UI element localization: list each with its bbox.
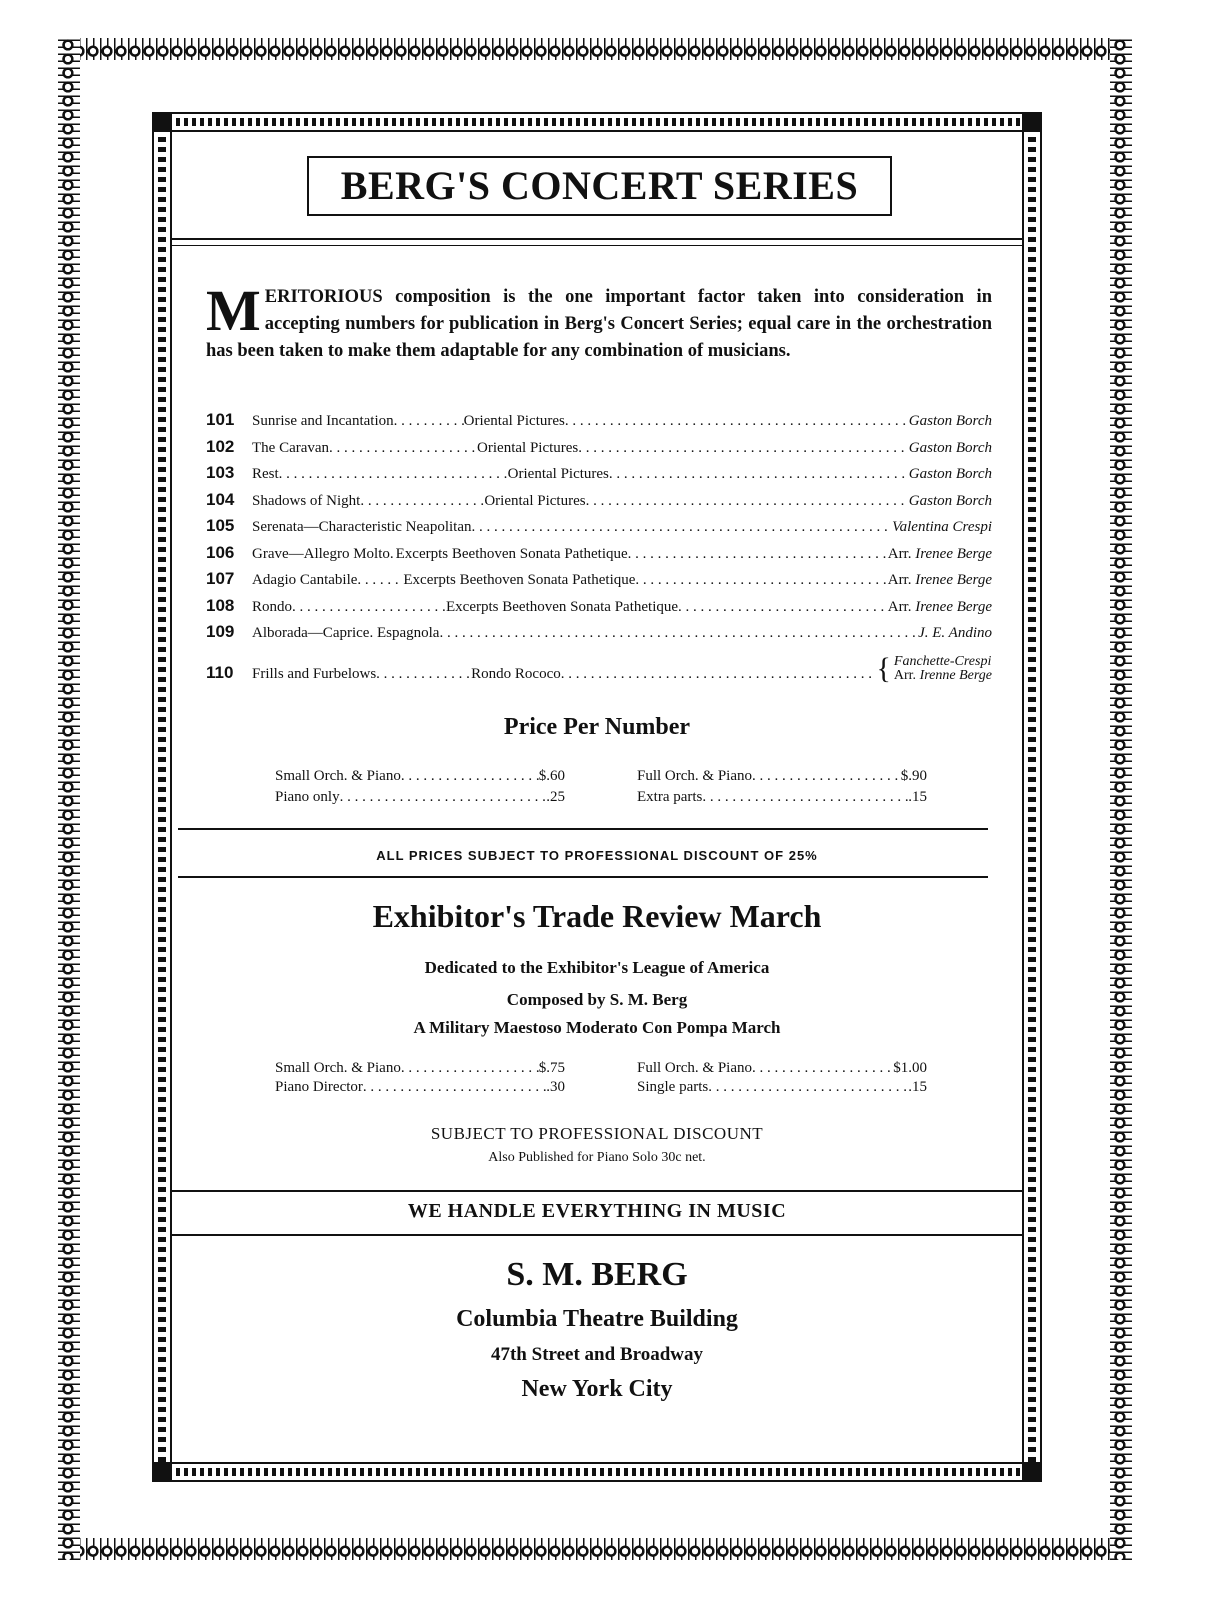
publisher-name: S. M. BERG bbox=[506, 1256, 688, 1293]
leader-dots bbox=[752, 1060, 893, 1077]
catalog-credit: J. E. Andino bbox=[918, 625, 992, 641]
price-value: $1.00 bbox=[893, 1060, 927, 1076]
price-table bbox=[275, 768, 927, 806]
catalog-credit: Gaston Borch bbox=[908, 439, 992, 456]
price-label: Extra parts bbox=[637, 789, 703, 805]
frame-corner bbox=[1022, 1462, 1042, 1482]
leader-dots bbox=[376, 666, 471, 683]
catalog-row bbox=[206, 410, 992, 437]
price-value: .25 bbox=[546, 789, 565, 805]
divider bbox=[172, 1234, 1022, 1236]
frame-corner bbox=[152, 1462, 172, 1482]
leader-dots bbox=[363, 1079, 546, 1096]
catalog-number: 107 bbox=[206, 569, 235, 588]
catalog-number: 104 bbox=[206, 489, 235, 509]
march-discount: SUBJECT TO PROFESSIONAL DISCOUNT bbox=[430, 1124, 764, 1143]
catalog-title: Rondo bbox=[252, 598, 293, 615]
price-label: Piano only bbox=[275, 789, 340, 805]
publisher-city: New York City bbox=[521, 1376, 673, 1402]
ornamental-border-bottom bbox=[58, 1538, 1132, 1560]
leader-dots bbox=[329, 440, 477, 457]
title-box bbox=[307, 156, 892, 216]
leader-dots bbox=[752, 768, 901, 785]
catalog-number: 110 bbox=[206, 662, 234, 682]
catalog-title: Sunrise and Incantation bbox=[252, 413, 394, 429]
catalog-number: 102 bbox=[206, 436, 235, 456]
catalog-credit: Gaston Borch bbox=[908, 413, 992, 429]
catalog-credit: Gaston Borch bbox=[908, 492, 992, 509]
leader-dots bbox=[360, 493, 484, 510]
catalog-collection: Oriental Pictures bbox=[463, 413, 565, 429]
divider bbox=[172, 1190, 1022, 1192]
drop-cap: M bbox=[206, 278, 261, 343]
double-rule bbox=[172, 238, 1022, 246]
catalog-title: Serenata—Characteristic Neapolitan bbox=[252, 519, 472, 535]
catalog-credit: Gaston Borch bbox=[908, 466, 992, 482]
catalog-number: 109 bbox=[206, 622, 235, 641]
catalog-credit: Valentina Crespi bbox=[892, 519, 992, 535]
leader-dots bbox=[292, 599, 446, 616]
catalog-credit: Irenee Berge bbox=[915, 545, 992, 562]
catalog-number: 106 bbox=[206, 542, 235, 562]
page-title: BERG'S CONCERT SERIES bbox=[340, 163, 859, 208]
price-row bbox=[275, 1060, 565, 1077]
catalog-title: The Caravan bbox=[252, 439, 330, 456]
leader-dots bbox=[565, 413, 909, 430]
catalog-collection: Excerpts Beethoven Sonata Pathetique bbox=[446, 598, 679, 615]
intro-text: ERITORIOUS composition is the one important factor taken into consideration in accepting numbers for publication in Berg's Concert Series; equal care in the orchestration has been taken to make them adaptable for any combination of musicians. bbox=[206, 287, 992, 361]
catalog-row bbox=[206, 463, 992, 490]
price-value: $.90 bbox=[900, 768, 927, 784]
catalog-row bbox=[206, 516, 992, 543]
price-value: .15 bbox=[908, 1079, 927, 1095]
leader-dots bbox=[357, 572, 403, 589]
catalog-credit: Irenee Berge bbox=[915, 572, 992, 588]
divider bbox=[178, 828, 988, 830]
intro-paragraph bbox=[206, 278, 992, 365]
publisher-building: Columbia Theatre Building bbox=[456, 1306, 738, 1332]
price-label: Full Orch. & Piano bbox=[637, 1060, 752, 1076]
leader-dots bbox=[401, 768, 539, 785]
price-value: .15 bbox=[908, 789, 927, 805]
credit-group bbox=[876, 651, 992, 683]
catalog-credit: Fanchette-Crespi bbox=[893, 653, 992, 669]
catalog-row bbox=[206, 437, 992, 464]
catalog-row bbox=[206, 649, 992, 683]
price-row bbox=[275, 1079, 565, 1096]
ornamental-border-top bbox=[58, 38, 1132, 60]
catalog-row bbox=[206, 569, 992, 596]
price-row bbox=[275, 768, 565, 785]
publisher-street: 47th Street and Broadway bbox=[490, 1344, 703, 1365]
price-row bbox=[637, 1079, 927, 1096]
price-row bbox=[637, 1060, 927, 1077]
frame-strip-bottom bbox=[152, 1462, 1042, 1482]
frame-corner bbox=[1022, 112, 1042, 132]
march-dedication: Dedicated to the Exhibitor's League of America bbox=[424, 958, 770, 977]
catalog-row bbox=[206, 622, 992, 649]
catalog-title: Frills and Furbelows bbox=[252, 665, 377, 682]
catalog-number: 108 bbox=[206, 595, 235, 615]
catalog-title: Rest bbox=[252, 466, 279, 482]
discount-note: ALL PRICES SUBJECT TO PROFESSIONAL DISCOUNT OF 25% bbox=[376, 848, 818, 863]
catalog-collection: Excerpts Beethoven Sonata Pathetique bbox=[403, 572, 636, 588]
arranger-label: Arr. bbox=[887, 598, 912, 615]
leader-dots bbox=[708, 1079, 908, 1096]
leader-dots bbox=[628, 546, 888, 563]
slogan: WE HANDLE EVERYTHING IN MUSIC bbox=[407, 1200, 787, 1222]
leader-dots bbox=[678, 599, 888, 616]
ornamental-border-left bbox=[58, 38, 80, 1560]
march-price-table bbox=[275, 1060, 927, 1096]
leader-dots bbox=[578, 440, 909, 457]
piano-solo-note: Also Published for Piano Solo 30c net. bbox=[488, 1150, 706, 1165]
catalog-collection: Rondo Rococo bbox=[471, 665, 561, 682]
leader-dots bbox=[439, 625, 918, 642]
ornamental-border-right bbox=[1110, 38, 1132, 1560]
frame-corner bbox=[152, 112, 172, 132]
leader-dots bbox=[394, 413, 464, 430]
arranger-label: Arr. bbox=[893, 667, 917, 683]
price-heading: Price Per Number bbox=[503, 714, 691, 740]
catalog-row bbox=[206, 490, 992, 517]
price-value: .30 bbox=[546, 1079, 565, 1095]
leader-dots bbox=[340, 789, 547, 806]
price-label: Single parts bbox=[637, 1079, 709, 1095]
catalog-collection: Oriental Pictures bbox=[507, 466, 609, 482]
catalog-title: Alborada—Caprice. Espagnola bbox=[252, 625, 440, 641]
price-label: Full Orch. & Piano bbox=[637, 768, 752, 784]
frame-strip-top bbox=[152, 112, 1042, 132]
catalog-credit: Irenee Berge bbox=[915, 598, 992, 615]
leader-dots bbox=[401, 1060, 539, 1077]
leader-dots bbox=[609, 466, 909, 483]
catalog-credit: Irenne Berge bbox=[919, 667, 992, 683]
leader-dots bbox=[635, 572, 887, 589]
catalog-title: Grave—Allegro Molto. bbox=[252, 545, 394, 562]
leader-dots bbox=[472, 519, 893, 536]
catalog-collection: Excerpts Beethoven Sonata Pathetique bbox=[395, 545, 628, 562]
march-composer: Composed by S. M. Berg bbox=[506, 990, 688, 1009]
catalog-number: 101 bbox=[206, 410, 235, 429]
divider bbox=[178, 876, 988, 878]
leader-dots bbox=[561, 666, 877, 683]
price-value: $.60 bbox=[538, 768, 565, 784]
frame-strip-left bbox=[152, 112, 172, 1482]
price-row bbox=[637, 789, 927, 806]
leader-dots bbox=[586, 493, 909, 510]
price-label: Small Orch. & Piano bbox=[275, 768, 401, 784]
brace-icon: { bbox=[876, 651, 891, 683]
catalog-row bbox=[206, 596, 992, 623]
march-heading: Exhibitor's Trade Review March bbox=[372, 898, 822, 934]
catalog-list bbox=[206, 410, 992, 683]
leader-dots bbox=[279, 466, 508, 483]
arranger-label: Arr. bbox=[887, 572, 912, 588]
leader-dots bbox=[702, 789, 908, 806]
catalog-number: 105 bbox=[206, 516, 235, 535]
frame-strip-right bbox=[1022, 112, 1042, 1482]
catalog-collection: Oriental Pictures bbox=[484, 492, 586, 509]
price-label: Small Orch. & Piano bbox=[275, 1060, 401, 1076]
catalog-collection: Oriental Pictures bbox=[477, 439, 579, 456]
catalog-title: Adagio Cantabile bbox=[252, 572, 358, 588]
price-value: $.75 bbox=[538, 1060, 565, 1076]
catalog-row bbox=[206, 543, 992, 570]
price-label: Piano Director bbox=[275, 1079, 363, 1095]
arranger-label: Arr. bbox=[887, 545, 912, 562]
catalog-title: Shadows of Night bbox=[252, 492, 361, 509]
catalog-number: 103 bbox=[206, 463, 235, 482]
price-row bbox=[637, 768, 927, 785]
march-description: A Military Maestoso Moderato Con Pompa March bbox=[413, 1018, 781, 1037]
price-row bbox=[275, 789, 565, 806]
